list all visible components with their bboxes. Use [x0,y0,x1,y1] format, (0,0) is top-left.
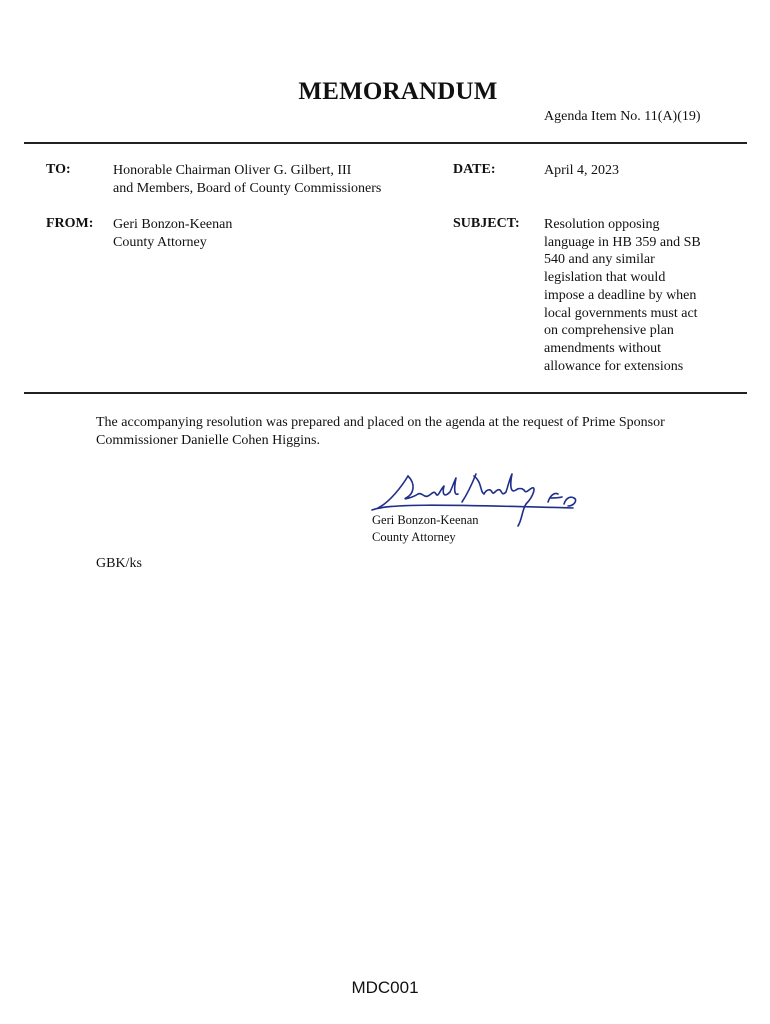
body-line: Commissioner Danielle Cohen Higgins. [96,433,320,448]
from-line: County Attorney [113,234,207,250]
document-footer-code: MDC001 [351,978,419,997]
from-line: Geri Bonzon-Keenan [113,217,233,232]
top-divider [24,142,747,144]
signature-name: Geri Bonzon-Keenan [372,513,479,527]
subject-value [544,216,734,375]
date-value: April 4, 2023 [544,163,620,178]
signature-block [372,512,479,546]
memo-title: MEMORANDUM [298,78,498,105]
from-label: FROM: [46,216,94,231]
to-label: TO: [46,162,71,177]
to-value [113,162,381,197]
subject-line: 540 and any similar [544,252,655,268]
subject-line: amendments without [544,340,662,356]
subject-line: allowance for extensions [544,358,684,374]
typist-initials: GBK/ks [96,556,142,571]
subject-line: Resolution opposing [544,217,660,232]
subject-line: on comprehensive plan [544,323,674,339]
bottom-divider [24,392,747,394]
subject-line: language in HB 359 and SB [544,234,701,250]
date-label: DATE: [453,162,496,177]
subject-label: SUBJECT: [453,216,520,231]
subject-line: impose a deadline by when [544,287,697,303]
subject-line: local governments must act [544,305,698,321]
agenda-item-number: Agenda Item No. 11(A)(19) [544,109,701,124]
from-value [113,216,232,251]
subject-line: legislation that would [544,270,666,286]
body-line: The accompanying resolution was prepared and placed on the agenda at the request of Prime Sponsor [96,415,665,430]
memo-body [96,414,726,450]
to-line: Honorable Chairman Oliver G. Gilbert, III [113,163,352,178]
to-line: and Members, Board of County Commissioners [113,180,382,196]
signature-title: County Attorney [372,530,456,544]
